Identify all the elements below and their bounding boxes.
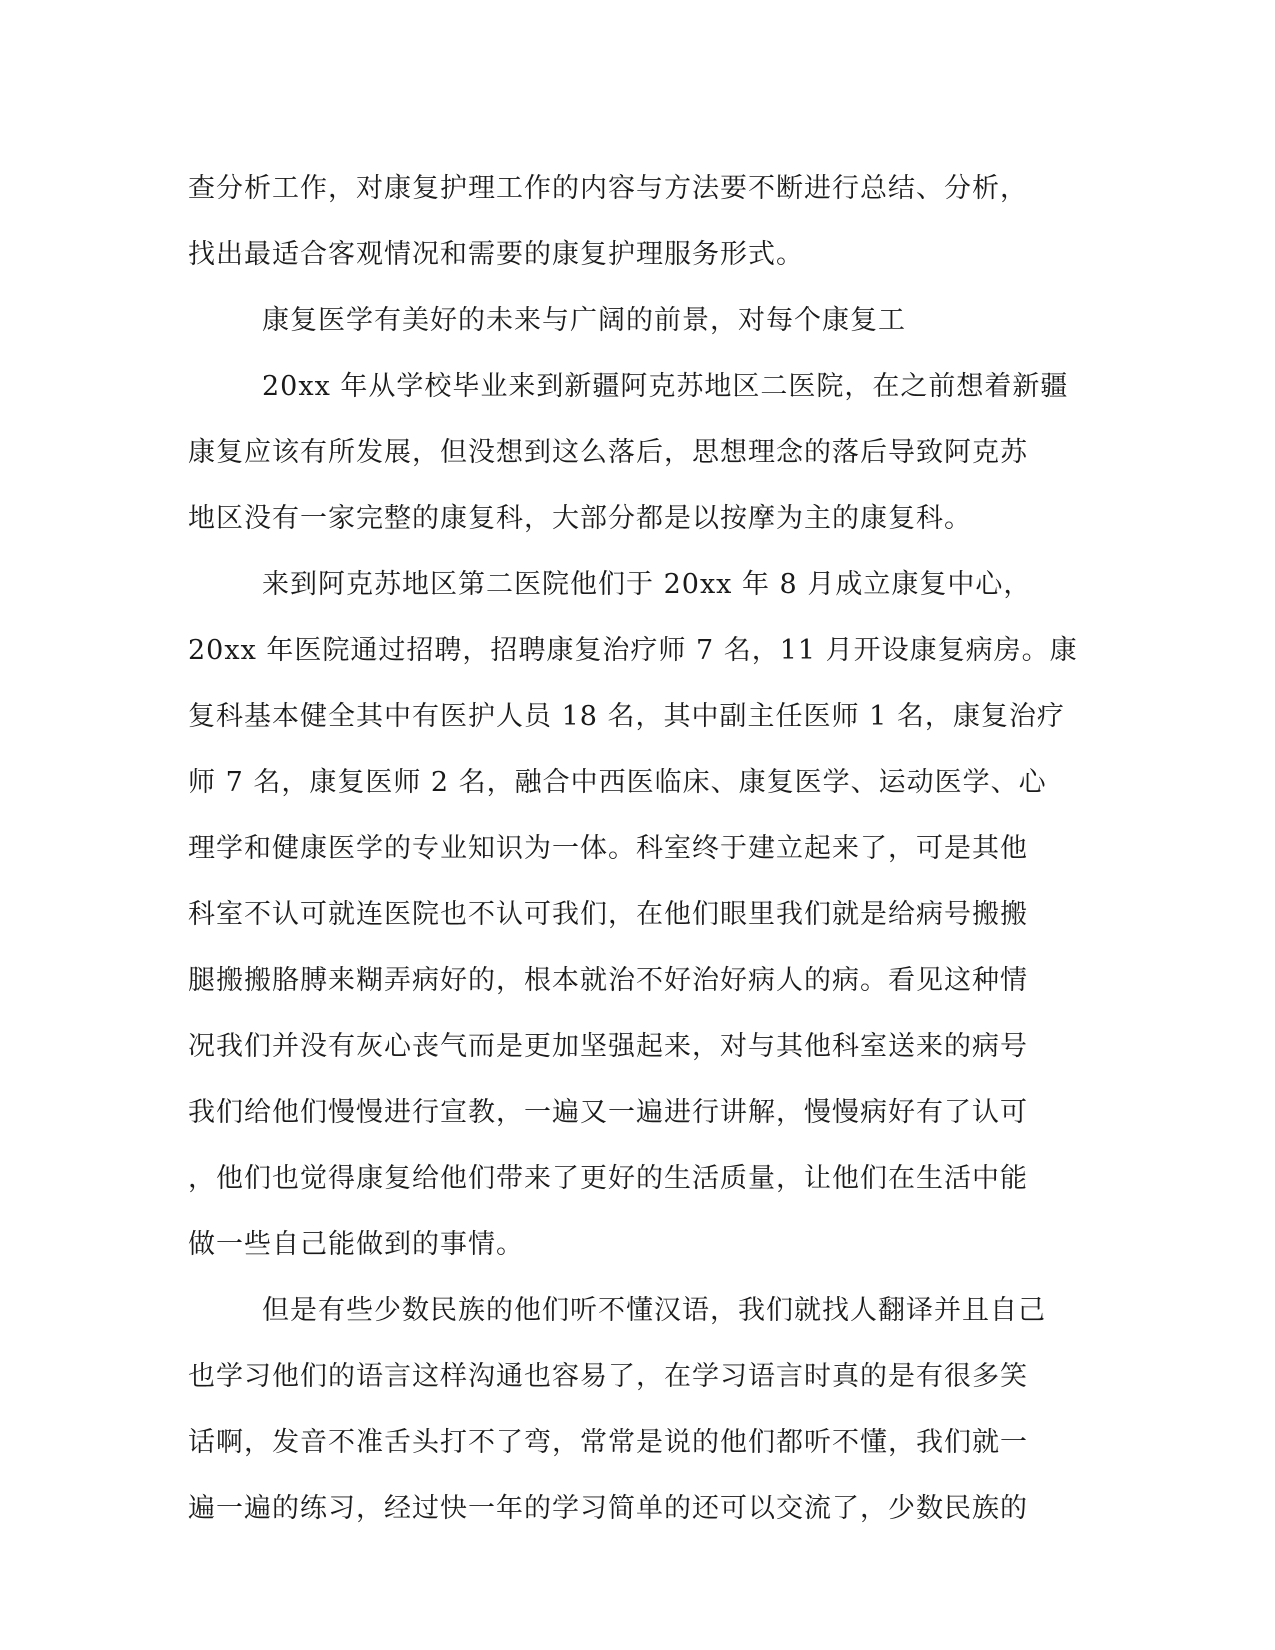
text-line: 遍一遍的练习，经过快一年的学习简单的还可以交流了，少数民族的	[188, 1493, 1028, 1524]
text-line: 查分析工作，对康复护理工作的内容与方法要不断进行总结、分析，	[188, 173, 1028, 204]
text-line: 地区没有一家完整的康复科，大部分都是以按摩为主的康复科。	[188, 503, 972, 534]
text-line: 做一些自己能做到的事情。	[188, 1229, 524, 1260]
text-line: 科室不认可就连医院也不认可我们，在他们眼里我们就是给病号搬搬	[188, 899, 1028, 930]
text-line: 况我们并没有灰心丧气而是更加坚强起来，对与其他科室送来的病号	[188, 1031, 1028, 1062]
text-line: 来到阿克苏地区第二医院他们于 20xx 年 8 月成立康复中心，	[262, 569, 1032, 600]
text-line: 师 7 名，康复医师 2 名，融合中西医临床、康复医学、运动医学、心	[188, 767, 1047, 798]
document-body	[188, 156, 1088, 1542]
text-line: 也学习他们的语言这样沟通也容易了，在学习语言时真的是有很多笑	[188, 1361, 1028, 1392]
text-line: ，他们也觉得康复给他们带来了更好的生活质量，让他们在生活中能	[188, 1163, 1028, 1194]
text-line: 但是有些少数民族的他们听不懂汉语，我们就找人翻译并且自己	[262, 1295, 1046, 1326]
text-line: 我们给他们慢慢进行宣教，一遍又一遍进行讲解，慢慢病好有了认可	[188, 1097, 1028, 1128]
text-line: 复科基本健全其中有医护人员 18 名，其中副主任医师 1 名，康复治疗	[188, 701, 1065, 732]
text-line: 找出最适合客观情况和需要的康复护理服务形式。	[188, 239, 804, 270]
text-line: 康复应该有所发展，但没想到这么落后，思想理念的落后导致阿克苏	[188, 437, 1028, 468]
text-line: 康复医学有美好的未来与广阔的前景，对每个康复工	[262, 305, 906, 336]
text-line: 腿搬搬胳膊来糊弄病好的，根本就治不好治好病人的病。看见这种情	[188, 965, 1028, 996]
text-line: 20xx 年医院通过招聘，招聘康复治疗师 7 名，11 月开设康复病房。康	[188, 635, 1078, 666]
text-line: 话啊，发音不准舌头打不了弯，常常是说的他们都听不懂，我们就一	[188, 1427, 1028, 1458]
text-line: 理学和健康医学的专业知识为一体。科室终于建立起来了，可是其他	[188, 833, 1028, 864]
text-line: 20xx 年从学校毕业来到新疆阿克苏地区二医院，在之前想着新疆	[262, 371, 1069, 402]
